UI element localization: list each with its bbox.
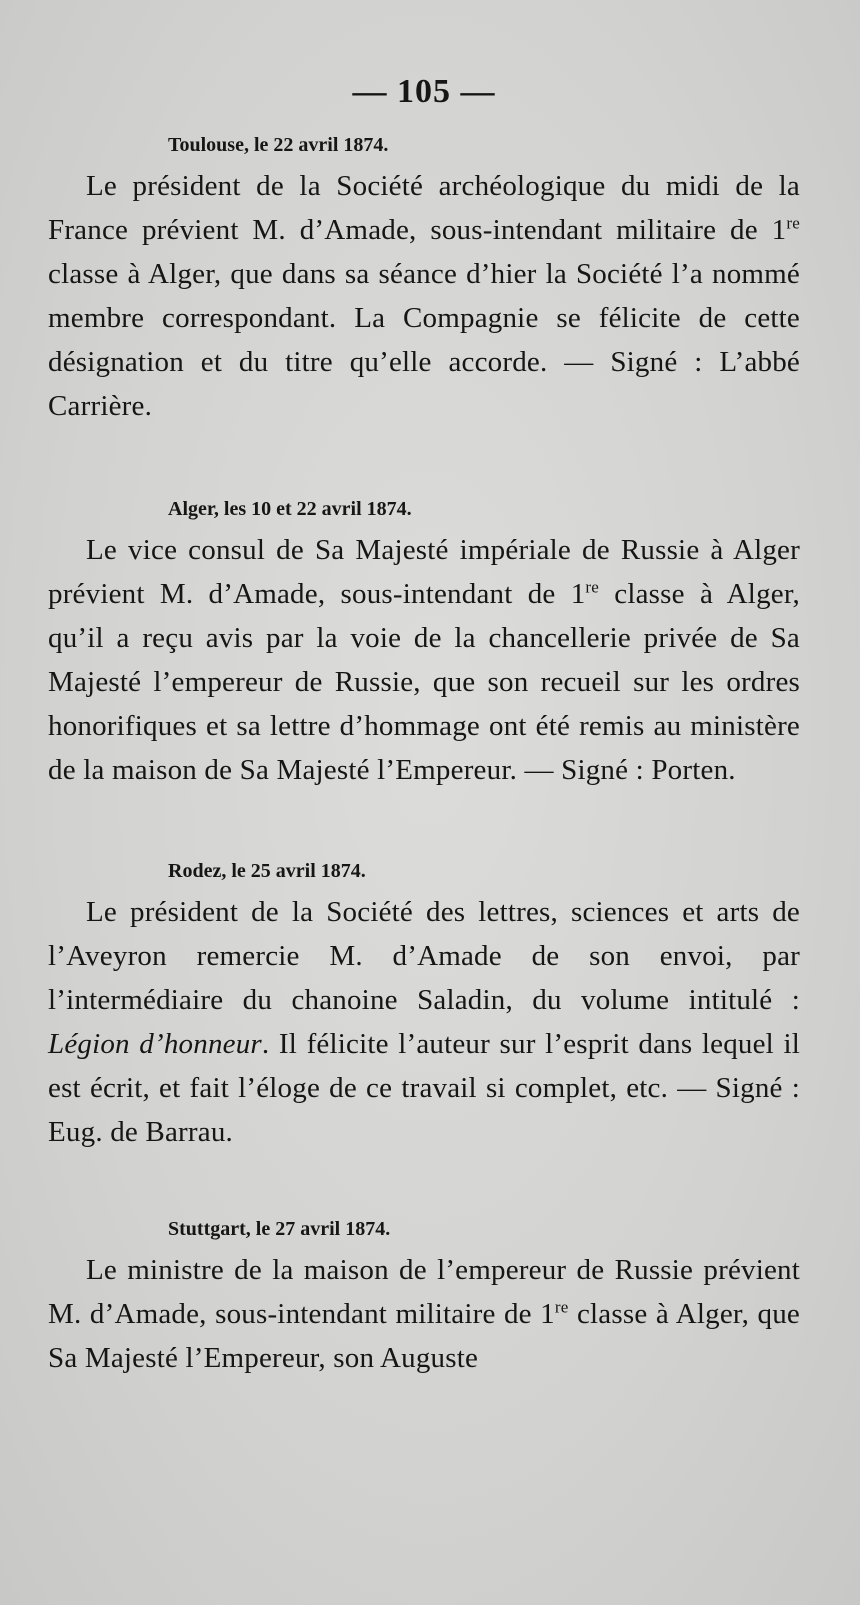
entry-rodez: [48, 856, 800, 1154]
dateline: Alger, les 10 et 22 avril 1874.: [168, 498, 412, 520]
dateline: Toulouse, le 22 avril 1874.: [168, 134, 389, 156]
entry-stuttgart: [48, 1214, 800, 1380]
entry-paragraph: Le président de la Société des lettres, sciences et arts de l’Aveyron remercie M. d’Amade de son envoi, par l’intermédiaire du chanoine Saladin, du volume intitulé : Légion d’honneur. Il félicite l’auteur sur l’esprit dans lequel il est écrit, et fait l’éloge de ce travail si complet, etc. — Signé : Eug. de Barrau.: [48, 896, 800, 1148]
page-number: — 105 —: [352, 73, 496, 110]
entry-toulouse: [48, 130, 800, 428]
entry-alger: [48, 494, 800, 792]
entry-paragraph: Le vice consul de Sa Majesté impériale de Russie à Alger prévient M. d’Amade, sous-intendant de 1re classe à Alger, qu’il a reçu avis par la voie de la chancellerie privée de Sa Majesté l’empereur de Russie, que son recueil sur les ordres honorifiques et sa lettre d’hommage ont été remis au ministère de la maison de Sa Majesté l’Empereur. — Signé : Porten.: [48, 534, 800, 786]
entry-paragraph: Le ministre de la maison de l’empereur de Russie prévient M. d’Amade, sous-intendant militaire de 1re classe à Alger, que Sa Majesté l’Empereur, son Auguste: [48, 1254, 800, 1374]
dateline: Rodez, le 25 avril 1874.: [168, 860, 366, 882]
entry-paragraph: Le président de la Société archéologique du midi de la France prévient M. d’Amade, sous-intendant militaire de 1re classe à Alger, que dans sa séance d’hier la Société l’a nommé membre correspondant. La Compagnie se félicite de cette désignation et du titre qu’elle accorde. — Signé : L’abbé Carrière.: [48, 170, 800, 422]
dateline: Stuttgart, le 27 avril 1874.: [168, 1218, 391, 1240]
